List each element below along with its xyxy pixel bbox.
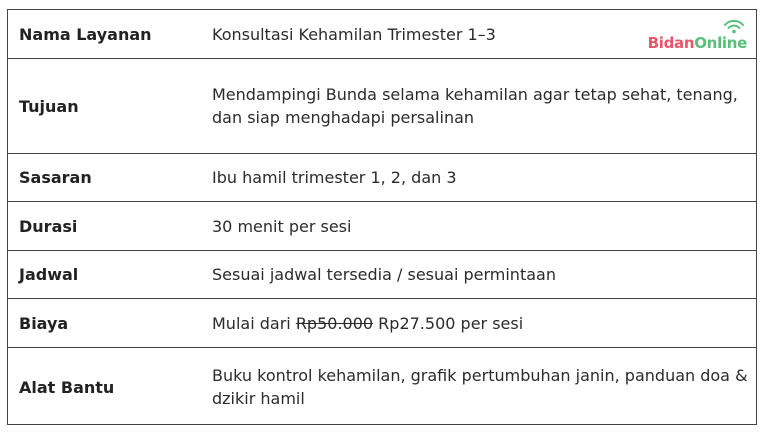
purpose-value: Mendampingi Bunda selama kehamilan agar tetap sehat, tenang, dan siap menghadapi persalinan bbox=[212, 85, 738, 127]
service-name-value: Konsultasi Kehamilan Trimester 1–3 bbox=[212, 24, 496, 44]
table-row bbox=[8, 154, 756, 202]
row-value bbox=[212, 202, 748, 250]
duration-value: 30 menit per sesi bbox=[212, 216, 352, 236]
row-label: Durasi bbox=[19, 216, 78, 236]
row-value bbox=[212, 59, 748, 153]
row-label: Nama Layanan bbox=[19, 24, 152, 44]
tools-value: Buku kontrol kehamilan, grafik pertumbuhan janin, panduan doa & dzikir hamil bbox=[212, 366, 748, 408]
table-row bbox=[8, 202, 756, 251]
logo-wordmark: BidanOnline bbox=[647, 34, 747, 52]
table-row bbox=[8, 59, 756, 154]
old-price: Rp50.000 bbox=[295, 313, 374, 333]
table-row bbox=[8, 251, 756, 299]
row-label: Sasaran bbox=[19, 168, 92, 187]
new-price: Rp27.500 bbox=[378, 313, 456, 333]
bidanonline-logo bbox=[647, 18, 747, 54]
row-value bbox=[212, 348, 748, 426]
row-value bbox=[212, 251, 748, 298]
row-label: Alat Bantu bbox=[19, 377, 115, 397]
schedule-value: Sesuai jadwal tersedia / sesuai permintaan bbox=[212, 265, 556, 284]
row-label: Tujuan bbox=[19, 96, 79, 116]
service-info-table bbox=[7, 9, 757, 425]
wifi-signal-icon bbox=[723, 18, 745, 34]
table-row bbox=[8, 348, 756, 426]
target-value: Ibu hamil trimester 1, 2, dan 3 bbox=[212, 168, 457, 187]
table-row bbox=[8, 10, 756, 59]
price-value bbox=[212, 312, 523, 335]
table-row bbox=[8, 299, 756, 348]
row-value bbox=[212, 299, 748, 347]
price-suffix: per sesi bbox=[460, 313, 524, 333]
price-prefix: Mulai dari bbox=[212, 313, 291, 333]
row-label: Jadwal bbox=[19, 265, 79, 284]
row-label: Biaya bbox=[19, 313, 69, 333]
row-value bbox=[212, 154, 748, 201]
